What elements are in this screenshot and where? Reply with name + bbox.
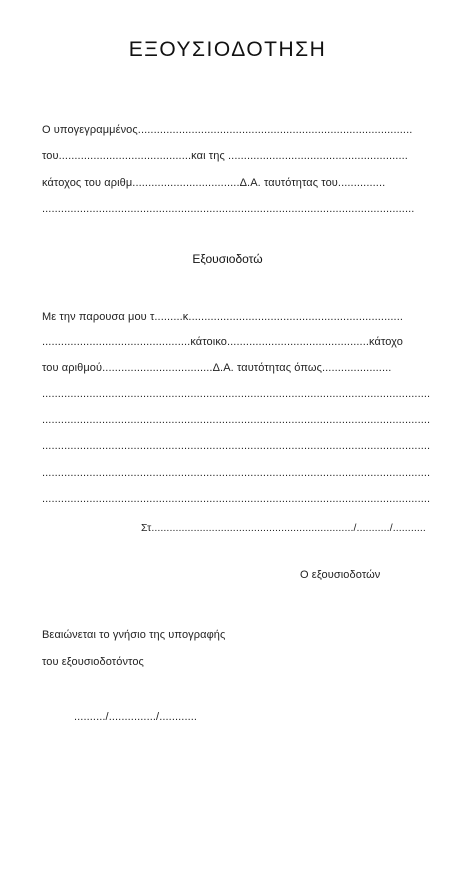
certification-date-line: ........../.............../............ xyxy=(74,711,198,723)
authorization-line-2: ...............................................κάτοικο.............................................κάτοχο xyxy=(42,336,403,348)
authorization-line-7: ........................................................................................................................... xyxy=(42,467,431,479)
intro-line-id: κάτοχος του αριθμ..................................Δ.Α. ταυτότητας του............... xyxy=(42,177,386,189)
document-title: ΕΞΟΥΣΙΟΔΟΤΗΣΗ xyxy=(128,38,327,61)
intro-line-parents: του..........................................και της ......................................................... xyxy=(42,150,408,162)
section-heading: Εξουσιοδοτώ xyxy=(192,252,263,266)
certification-line-2: του εξουσιοδοτόντος xyxy=(42,656,144,668)
signatory-label: Ο εξουσιοδοτών xyxy=(300,569,381,581)
authorization-line-8: ........................................................................................................................... xyxy=(42,493,431,505)
intro-line-blank: ...................................................................................................................... xyxy=(42,203,415,215)
authorization-line-4: ........................................................................................................................... xyxy=(42,388,431,400)
intro-line-principal: Ο υπογεγραμμένος....................................................................................... xyxy=(42,124,413,136)
authorization-line-6: ........................................................................................................................... xyxy=(42,440,431,452)
authorization-line-3: του αριθμού...................................Δ.Α. ταυτότητας όπως...................... xyxy=(42,362,392,374)
authorization-line-1: Με την παρουσα μου τ.........κ.................................................................... xyxy=(42,311,404,323)
authorization-line-5: ........................................................................................................................... xyxy=(42,414,431,426)
place-date-line: Στ.................................................................../.........../........... xyxy=(141,522,426,534)
certification-line-1: Βεαιώνεται το γνήσιο της υπογραφής xyxy=(42,629,226,641)
